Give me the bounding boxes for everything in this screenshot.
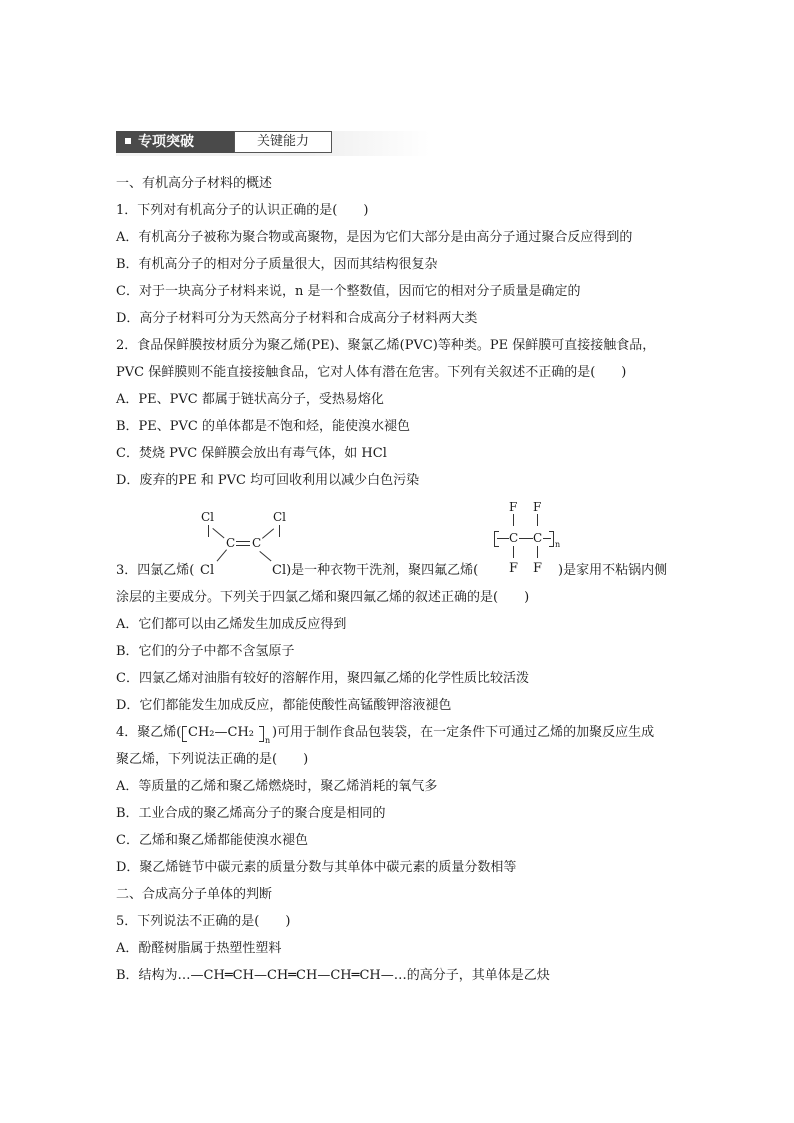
- bond-lower-right: [259, 551, 271, 561]
- bond-cl-c-right-top: [279, 525, 280, 537]
- bracket-right: [549, 531, 554, 547]
- question-3-stem-part-1: 3．四氯乙烯(: [116, 563, 195, 578]
- formula-cl-top-left: Cl: [201, 510, 215, 524]
- question-5-option-a: A．酚醛树脂属于热塑性塑料: [116, 941, 282, 956]
- question-1-option-c: C．对于一块高分子材料来说，n 是一个整数值，因而它的相对分子质量是确定的: [116, 284, 581, 299]
- bond-f-c-bottom-left: [513, 546, 514, 558]
- question-2-option-a: A．PE、PVC 都属于链状高分子，受热易熔化: [116, 392, 384, 407]
- question-4-stem-part-1: 4．聚乙烯(: [116, 725, 182, 740]
- bond-upper-left: [212, 528, 224, 538]
- question-3-stem-line-2: 涂层的主要成分。下列关于四氯乙烯和聚四氟乙烯的叙述正确的是( ): [116, 590, 530, 605]
- question-3-option-c: C．四氯乙烯对油脂有较好的溶解作用，聚四氟乙烯的化学性质比较活泼: [116, 671, 529, 686]
- question-4-stem-line-2: 聚乙烯，下列说法正确的是( ): [116, 752, 309, 767]
- formula-c-left-ptfe: C: [509, 531, 519, 545]
- bond-upper-right: [262, 528, 274, 538]
- pe-subscript-n: n: [265, 736, 271, 745]
- banner-dark-label: [116, 131, 234, 153]
- bond-f-c-top-left: [513, 514, 514, 526]
- question-3-stem-part-2: Cl)是一种衣物干洗剂，聚四氟乙烯(: [272, 563, 479, 578]
- question-4-option-b: B．工业合成的聚乙烯高分子的聚合度是相同的: [116, 806, 386, 821]
- bracket-left: [494, 531, 499, 547]
- question-2-option-b: B．PE、PVC 的单体都是不饱和烃，能使溴水褪色: [116, 419, 411, 434]
- bond-c-c-ptfe: [519, 538, 533, 539]
- question-1-stem: 1．下列对有机高分子的认识正确的是( ): [116, 203, 369, 218]
- bond-lower-left: [217, 549, 227, 561]
- formula-f-bottom-left: F: [509, 561, 519, 576]
- question-1-option-b: B．有机高分子的相对分子质量很大，因而其结构很复杂: [116, 257, 438, 272]
- formula-f-top-right: F: [533, 500, 542, 514]
- formula-subscript-n: n: [555, 540, 561, 549]
- banner-dark-text: 专项突破: [138, 134, 194, 150]
- bond-chain-left: [497, 538, 509, 539]
- bond-f-c-bottom-right: [537, 546, 538, 558]
- pe-bracket-left: [182, 726, 187, 742]
- bond-f-c-top-right: [537, 514, 538, 526]
- question-2-stem-line-2: PVC 保鲜膜则不能直接接触食品，它对人体有潜在危害。下列有关叙述不正确的是( ): [116, 365, 627, 380]
- formula-c-right-ptfe: C: [533, 531, 543, 545]
- question-2-option-d: D．废弃的PE 和 PVC 均可回收利用以减少白色污染: [116, 473, 420, 488]
- pe-repeat-unit: CH₂—CH₂: [188, 725, 254, 740]
- formula-f-bottom-right: F: [533, 561, 543, 576]
- question-4-option-a: A．等质量的乙烯和聚乙烯燃烧时，聚乙烯消耗的氧气多: [116, 779, 438, 794]
- double-bond-c-c: [236, 541, 250, 546]
- formula-cl-top-right: Cl: [273, 510, 287, 524]
- question-3-option-b: B．它们的分子中都不含氢原子: [116, 644, 295, 659]
- question-2-option-c: C．焚烧 PVC 保鲜膜会放出有毒气体，如 HCl: [116, 446, 387, 461]
- question-3-stem-part-3: )是家用不粘锅内侧: [558, 563, 668, 578]
- question-1-option-d: D．高分子材料可分为天然高分子材料和合成高分子材料两大类: [116, 311, 478, 326]
- question-4-option-d: D．聚乙烯链节中碳元素的质量分数与其单体中碳元素的质量分数相等: [116, 860, 517, 875]
- section-banner: [116, 131, 430, 156]
- square-bullet-icon: [125, 138, 131, 144]
- section-heading-1: 一、有机高分子材料的概述: [116, 176, 273, 191]
- question-4-stem-part-3: )可用于制作食品包装袋，在一定条件下可通过乙烯的加聚反应生成: [272, 725, 655, 740]
- pe-bracket-right: [259, 726, 264, 742]
- banner-light-label: 关键能力: [234, 131, 332, 153]
- question-3-option-a: A．它们都可以由乙烯发生加成反应得到: [116, 617, 347, 632]
- question-4-option-c: C．乙烯和聚乙烯都能使溴水褪色: [116, 833, 308, 848]
- formula-c-right: C: [252, 536, 262, 550]
- formula-cl-bottom-left: Cl: [200, 563, 215, 578]
- section-heading-2: 二、合成高分子单体的判断: [116, 887, 273, 902]
- question-3-option-d: D．它们都能发生加成反应，都能使酸性高锰酸钾溶液褪色: [116, 698, 452, 713]
- question-5-option-b: B．结构为…—CH═CH—CH═CH—CH═CH—…的高分子，其单体是乙炔: [116, 968, 550, 983]
- formula-f-top-left: F: [509, 500, 518, 514]
- question-2-stem-line-1: 2．食品保鲜膜按材质分为聚乙烯(PE)、聚氯乙烯(PVC)等种类。PE 保鲜膜可直接接触食品，: [116, 338, 656, 353]
- formula-c-left: C: [226, 536, 236, 550]
- question-5-stem: 5．下列说法不正确的是( ): [116, 914, 291, 929]
- bond-cl-c-left-top: [208, 525, 209, 537]
- question-1-option-a: A．有机高分子被称为聚合物或高聚物，是因为它们大部分是由高分子通过聚合反应得到的: [116, 230, 633, 245]
